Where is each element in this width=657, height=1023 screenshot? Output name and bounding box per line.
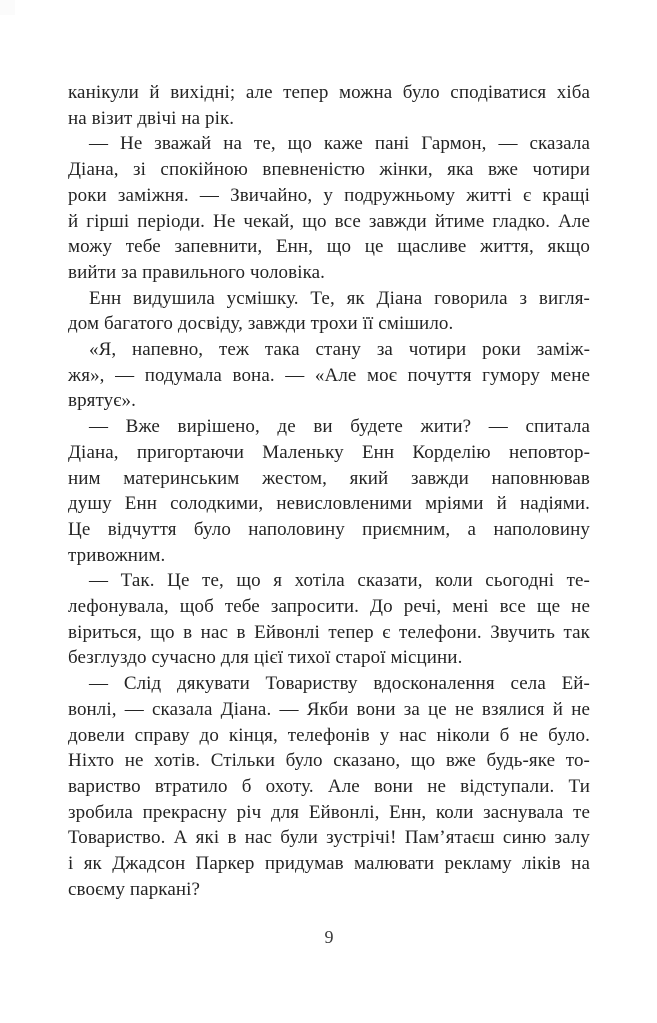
paragraph — [68, 414, 590, 568]
paragraph — [68, 80, 590, 131]
text-line: зробила прекрасну річ для Ейвонлі, Енн, коли заснувала те — [68, 801, 590, 823]
text-line: Ніхто не хотів. Стільки було сказано, що вже будь-яке то- — [68, 750, 590, 772]
text-line: — Вже вирішено, де ви будете жити? — спитала — [89, 416, 590, 438]
text-line: — Так. Це те, що я хотіла сказати, коли сьогодні те- — [89, 570, 590, 592]
paragraph — [68, 337, 590, 414]
text-line: ним материнським жестом, який завжди наповнював — [68, 467, 590, 489]
text-line: своєму паркані? — [68, 878, 201, 900]
text-line: Діана, пригортаючи Маленьку Енн Корделію неповтор- — [68, 441, 590, 463]
text-line: вариство втратило б охоту. Але вони не відступали. Ти — [68, 775, 590, 797]
text-line: — Слід дякувати Товариству вдосконалення села Ей- — [89, 673, 590, 695]
text-line: жя», — подумала вона. — «Але моє почуття гумору мене — [68, 364, 590, 386]
text-line: роки заміжня. — Звичайно, у подружньому житті є кращі — [68, 184, 590, 206]
text-line: — Не зважай на те, що каже пані Гармон, — сказала — [89, 133, 590, 155]
text-line: Діана, зі спокійною впевненістю жінки, яка вже чотири — [68, 159, 590, 181]
text-line: безглуздо сучасно для цієї тихої старої місцини. — [68, 647, 463, 669]
text-line: врятує». — [68, 390, 136, 412]
text-line: можу тебе запевнити, Енн, що це щасливе життя, якщо — [68, 236, 590, 258]
text-line: і як Джадсон Паркер придумав малювати рекламу ліків на — [68, 853, 590, 875]
text-line: вонлі, — сказала Діана. — Якби вони за це не взялися й не — [68, 698, 590, 720]
text-line: тривожним. — [68, 544, 166, 566]
page-number: 9 — [324, 927, 334, 947]
paragraph — [68, 568, 590, 671]
text-line: дом багатого досвіду, завжди трохи її смішило. — [68, 313, 454, 335]
page-text — [68, 80, 590, 903]
paragraph — [68, 671, 590, 902]
text-line: лефонувала, щоб тебе запросити. До речі, мені все ще не — [68, 596, 590, 618]
text-line: Це відчуття було наполовину приємним, а наполовину — [68, 518, 590, 540]
text-line: «Я, напевно, теж така стану за чотири роки заміж- — [89, 339, 590, 361]
text-line: й гірші періоди. Не чекай, що все завжди йтиме гладко. Але — [68, 210, 590, 232]
text-line: канікули й вихідні; але тепер можна було сподіватися хіба — [68, 82, 590, 103]
text-line: вийти за правильного чоловіка. — [68, 261, 326, 283]
paragraph — [68, 131, 590, 285]
paragraph — [68, 286, 590, 337]
text-line: Товариство. А які в нас були зустрічі! Пам’ятаєш синю залу — [68, 827, 590, 849]
corner-artifact — [0, 0, 15, 15]
text-line: на візит двічі на рік. — [68, 107, 235, 129]
text-line: душу Енн солодкими, невисловленими мріями й надіями. — [68, 493, 590, 515]
text-line: Енн видушила усмішку. Те, як Діана говорила з вигля- — [89, 287, 590, 309]
text-line: довели справу до кінця, телефонів у нас ніколи б не було. — [68, 724, 590, 746]
text-line: віриться, що в нас в Ейвонлі тепер є телефони. Звучить так — [68, 621, 590, 643]
